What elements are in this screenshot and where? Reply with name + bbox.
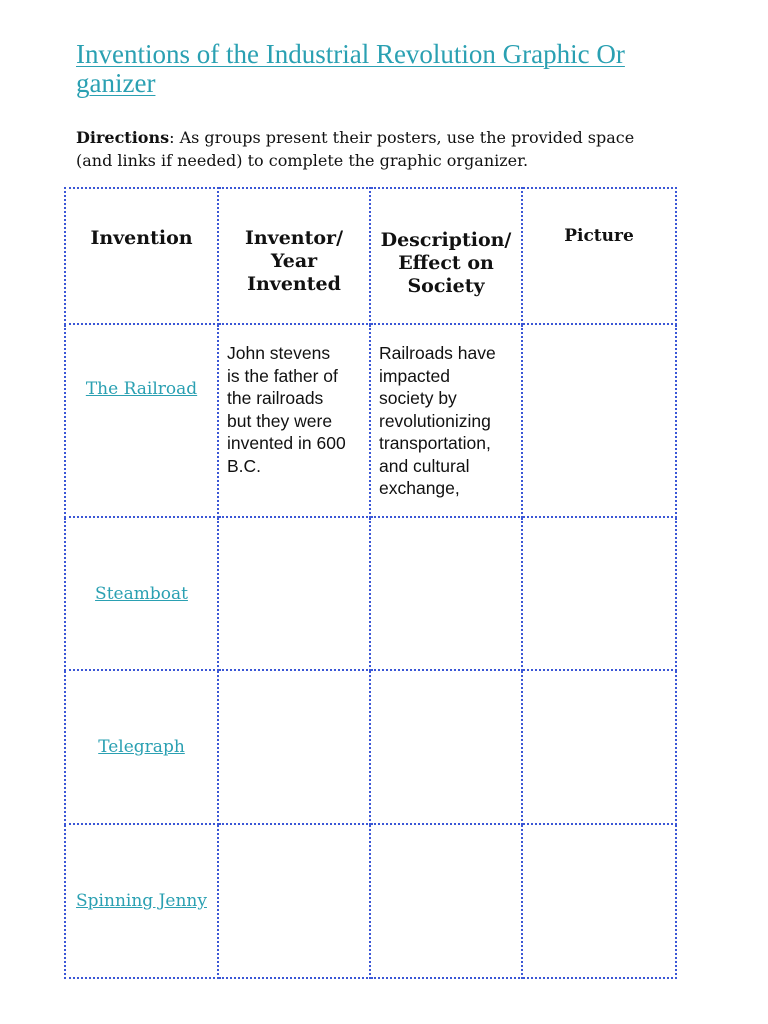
picture-cell[interactable] — [522, 324, 676, 517]
header-picture-label: Picture — [564, 226, 634, 246]
link-spinning-jenny[interactable]: Spinning Jenny — [76, 891, 207, 911]
directions-paragraph — [76, 126, 676, 172]
header-description-line: Description/ — [380, 229, 512, 251]
answer-line: transportation, — [379, 433, 491, 453]
header-inventor-line: Year — [270, 250, 318, 272]
page-title-line-2: ganizer — [76, 68, 156, 98]
header-invention-label: Invention — [90, 227, 193, 249]
header-description-line: Effect on — [398, 252, 494, 274]
link-steamboat[interactable]: Steamboat — [95, 583, 188, 604]
answer-line: impacted — [379, 365, 451, 386]
picture-cell[interactable] — [522, 824, 676, 978]
page-title-line-1: Inventions of the Industrial Revolution Graphic Or — [76, 39, 625, 69]
link-telegraph[interactable]: Telegraph — [98, 737, 185, 757]
description-cell[interactable] — [370, 324, 522, 517]
page-title — [76, 40, 676, 98]
description-answer — [371, 325, 521, 500]
description-cell[interactable] — [370, 517, 522, 670]
description-cell[interactable] — [370, 670, 522, 824]
inventor-cell[interactable] — [218, 517, 370, 670]
answer-line: invented in 600 — [227, 433, 346, 453]
table-row-railroad — [65, 324, 676, 517]
picture-cell[interactable] — [522, 517, 676, 670]
directions-text-line-2: (and links if needed) to complete the graphic organizer. — [76, 151, 529, 170]
header-description-line: Society — [407, 275, 485, 297]
invention-cell — [65, 824, 218, 978]
answer-line: is the father of — [227, 365, 338, 386]
header-inventor-line: Inventor/ — [244, 227, 344, 249]
link-the-railroad[interactable]: The Railroad — [85, 379, 198, 399]
answer-line: exchange, — [379, 478, 460, 498]
invention-cell — [65, 517, 218, 670]
invention-cell — [65, 324, 218, 517]
inventor-cell[interactable] — [218, 670, 370, 824]
inventor-cell[interactable] — [218, 824, 370, 978]
table-row-spinning-jenny — [65, 824, 676, 978]
header-picture — [522, 188, 676, 324]
graphic-organizer-table — [64, 187, 677, 979]
answer-line: revolutionizing — [379, 410, 491, 431]
table-row-steamboat — [65, 517, 676, 670]
directions-label: Directions — [76, 128, 170, 147]
description-cell[interactable] — [370, 824, 522, 978]
answer-line: Railroads have — [379, 343, 496, 363]
header-row — [65, 188, 676, 324]
header-inventor-year — [218, 188, 370, 324]
answer-line: society by — [379, 388, 457, 408]
inventor-answer — [219, 325, 369, 477]
invention-cell — [65, 670, 218, 824]
answer-line: but they were — [227, 410, 333, 431]
directions-text-line-1: : As groups present their posters, use the provided space — [169, 128, 635, 147]
answer-line: John stevens — [227, 343, 331, 363]
answer-line: the railroads — [227, 388, 324, 408]
answer-line: B.C. — [227, 455, 262, 476]
inventor-cell[interactable] — [218, 324, 370, 517]
header-inventor-line: Invented — [247, 273, 341, 295]
header-invention — [65, 188, 218, 324]
picture-cell[interactable] — [522, 670, 676, 824]
header-description — [370, 188, 522, 324]
table-row-telegraph — [65, 670, 676, 824]
answer-line: and cultural — [379, 455, 470, 476]
